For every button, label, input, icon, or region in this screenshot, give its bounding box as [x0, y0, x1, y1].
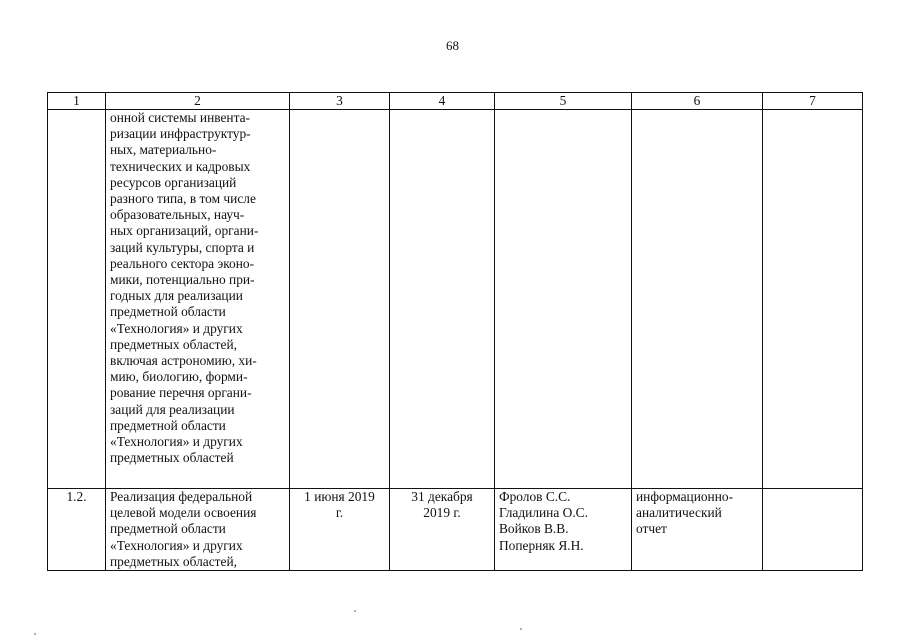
cell-line: заций для реализации	[110, 401, 235, 417]
cell-line: Поперняк Я.Н.	[499, 537, 584, 553]
row-responsible	[495, 489, 632, 571]
row-result	[632, 489, 763, 571]
page-number: 68	[446, 38, 459, 53]
cell-line: Гладилина О.С.	[499, 505, 588, 521]
row-end-date	[390, 489, 495, 571]
cell-line: «Технология» и других	[110, 320, 243, 336]
cell-line: 31 декабря	[411, 489, 473, 504]
cell-line: ных, материально-	[110, 142, 217, 158]
header-cell-7: 7	[763, 93, 863, 110]
cell-line: 1 июня 2019	[304, 489, 375, 504]
header-cell-5: 5	[495, 93, 632, 110]
cell-line: Войков В.В.	[499, 521, 569, 537]
header-row	[48, 93, 863, 110]
header-cell-6: 6	[632, 93, 763, 110]
cell-line: г.	[335, 505, 344, 521]
cell-line: информационно-	[636, 489, 734, 504]
cell-line: 2019 г.	[423, 505, 461, 521]
cell-line: реального сектора эконо-	[110, 255, 255, 271]
cell-line: Реализация федеральной	[110, 489, 253, 504]
cell-line: рование перечня органи-	[110, 385, 252, 401]
cell-line: мию, биологию, форми-	[110, 369, 248, 385]
cell-line: ных организаций, органи-	[110, 223, 259, 239]
cell-line: заций культуры, спорта и	[110, 239, 255, 255]
table-row	[48, 489, 863, 571]
header-cell-3: 3	[290, 93, 390, 110]
scan-speck	[520, 628, 522, 630]
row-number: 1.2.	[48, 489, 106, 571]
cell-line: онной системы инвента-	[110, 110, 251, 125]
cell-line: ризации инфраструктур-	[110, 126, 251, 142]
cell-line: предметной области	[110, 304, 226, 320]
row-note	[763, 110, 863, 489]
header-cell-1: 1	[48, 93, 106, 110]
row-result	[632, 110, 763, 489]
row-number	[48, 110, 106, 489]
row-start-date	[290, 489, 390, 571]
cell-line: годных для реализации	[110, 288, 243, 304]
header-cell-2: 2	[106, 93, 290, 110]
cell-line: образовательных, науч-	[110, 207, 245, 223]
plan-table	[47, 92, 863, 571]
cell-line: предметных областей,	[110, 553, 237, 569]
cell-line: аналитический	[636, 505, 722, 521]
cell-line: мики, потенциально при-	[110, 272, 255, 288]
cell-line: целевой модели освоения	[110, 505, 257, 521]
cell-line: предметной области	[110, 521, 226, 537]
cell-line: отчет	[636, 521, 667, 537]
cell-line: «Технология» и других	[110, 434, 243, 450]
scan-speck	[34, 633, 36, 635]
row-start-date	[290, 110, 390, 489]
row-description	[106, 110, 290, 489]
row-description	[106, 489, 290, 571]
cell-line: Фролов С.С.	[499, 489, 571, 504]
cell-line: включая астрономию, хи-	[110, 353, 257, 369]
cell-line: предметной области	[110, 417, 226, 433]
cell-line: предметных областей,	[110, 336, 237, 352]
table-row	[48, 110, 863, 489]
cell-line: технических и кадровых	[110, 158, 251, 174]
row-note	[763, 489, 863, 571]
scan-speck	[354, 610, 356, 612]
cell-line: «Технология» и других	[110, 537, 243, 553]
cell-line: предметных областей	[110, 450, 234, 466]
header-cell-4: 4	[390, 93, 495, 110]
row-end-date	[390, 110, 495, 489]
cell-line: разного типа, в том числе	[110, 191, 256, 207]
cell-line: ресурсов организаций	[110, 174, 237, 190]
row-responsible	[495, 110, 632, 489]
